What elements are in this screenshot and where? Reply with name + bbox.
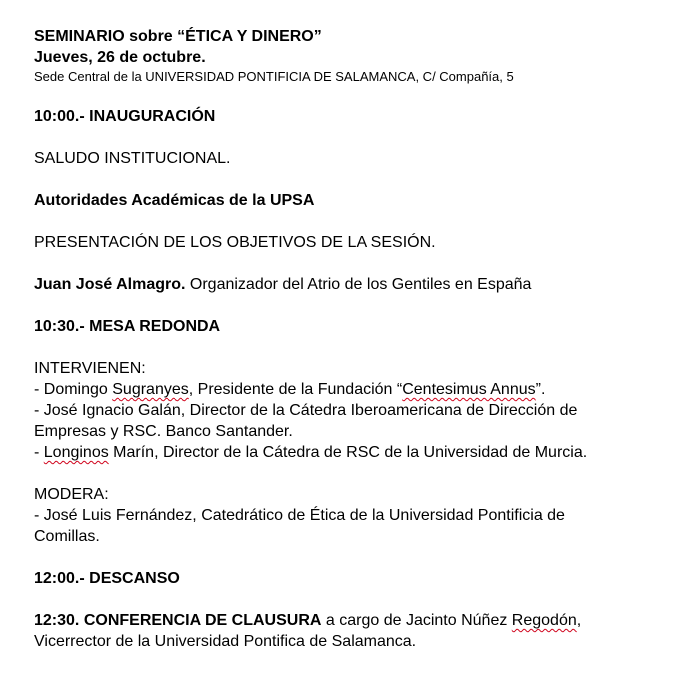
- presentation-text: PRESENTACIÓN DE LOS OBJETIVOS DE LA SESIÓN.: [34, 234, 436, 251]
- closing-line: [34, 610, 674, 631]
- speaker-2-line-2: Empresas y RSC. Banco Santander.: [34, 423, 293, 440]
- closing-speaker-suffix: ,: [576, 612, 582, 629]
- presenter-line: [34, 274, 674, 295]
- closing-speaker-prefix: a cargo de Jacinto Núñez: [321, 612, 512, 629]
- authorities-text: Autoridades Académicas de la UPSA: [34, 192, 315, 209]
- round-table-heading: 10:30.- MESA REDONDA: [34, 318, 221, 335]
- speaker-1-foundation: Centesimus Annus: [402, 381, 536, 398]
- speaker-2-line-1: - José Ignacio Galán, Director de la Cátedra Iberoamericana de Dirección de: [34, 402, 578, 419]
- seminar-venue: Sede Central de la UNIVERSIDAD PONTIFICIA DE SALAMANCA, C/ Compañía, 5: [34, 69, 514, 84]
- moderator-line-2: Comillas.: [34, 528, 100, 545]
- spacer: [34, 547, 674, 568]
- spacer: [34, 85, 674, 106]
- spacer: [34, 211, 674, 232]
- spacer: [34, 463, 674, 484]
- opening-heading: 10:00.- INAUGURACIÓN: [34, 108, 216, 125]
- speaker-1-mid: , Presidente de la Fundación “: [188, 381, 403, 398]
- speaker-1: [34, 379, 674, 400]
- speaker-3: [34, 442, 674, 463]
- speakers-label: INTERVIENEN:: [34, 360, 146, 377]
- presenter-name: Juan José Almagro.: [34, 276, 186, 293]
- moderator-line-1: - José Luis Fernández, Catedrático de Ética de la Universidad Pontificia de: [34, 507, 565, 524]
- closing-speaker-surname: Regodón: [511, 612, 577, 629]
- seminar-date: Jueves, 26 de octubre.: [34, 49, 206, 66]
- break-heading: 12:00.- DESCANSO: [34, 570, 180, 587]
- spacer: [34, 253, 674, 274]
- spacer: [34, 589, 674, 610]
- speaker-3-rest: Marín, Director de la Cátedra de RSC de la Universidad de Murcia.: [108, 444, 588, 461]
- speaker-3-prefix: -: [34, 444, 44, 461]
- spacer: [34, 127, 674, 148]
- presenter-role: Organizador del Atrio de los Gentiles en España: [185, 276, 532, 293]
- moderator-label: MODERA:: [34, 486, 109, 503]
- welcome-text: SALUDO INSTITUCIONAL.: [34, 150, 231, 167]
- closing-speaker-role: Vicerrector de la Universidad Pontifica de Salamanca.: [34, 633, 417, 650]
- spacer: [34, 337, 674, 358]
- spacer: [34, 169, 674, 190]
- closing-heading: 12:30. CONFERENCIA DE CLAUSURA: [34, 612, 322, 629]
- speaker-1-end: ”.: [535, 381, 546, 398]
- speaker-1-prefix: - Domingo: [34, 381, 113, 398]
- spacer: [34, 295, 674, 316]
- speaker-1-surname: Sugranyes: [112, 381, 189, 398]
- seminar-title: SEMINARIO sobre “ÉTICA Y DINERO”: [34, 28, 322, 45]
- document-page: [34, 26, 674, 652]
- speaker-3-name: Longinos: [43, 444, 109, 461]
